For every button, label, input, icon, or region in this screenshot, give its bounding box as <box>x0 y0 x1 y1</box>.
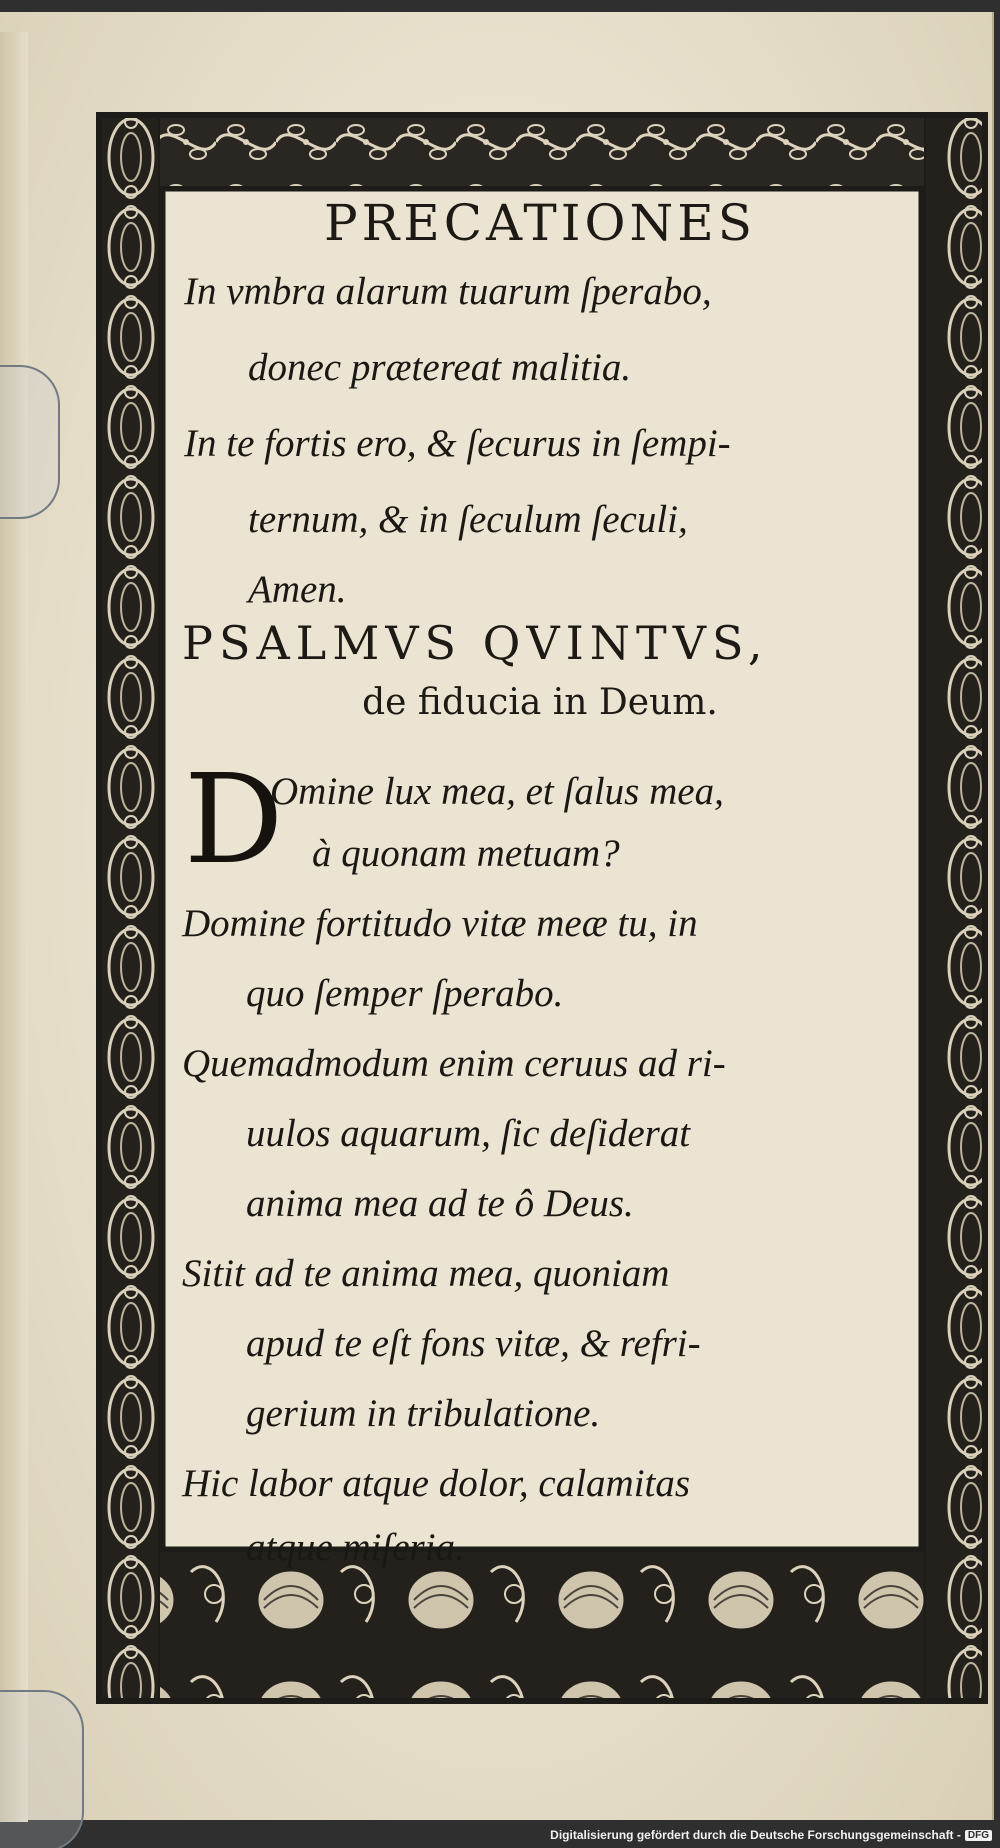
text-line: Amen. <box>248 568 347 611</box>
text-line: donec prætereat malitia. <box>248 346 632 389</box>
dfg-logo-icon: DFG <box>965 1830 992 1841</box>
text-line: In te fortis ero, & ſecurus in ſempi- <box>184 422 731 465</box>
text-line: gerium in tribulatione. <box>246 1392 601 1435</box>
text-line: à quonam metuam? <box>312 832 620 875</box>
credit-text: Digitalisierung gefördert durch die Deutsche Forschungsgemeinschaft - <box>550 1828 961 1842</box>
text-line: In vmbra alarum tuarum ſperabo, <box>184 270 712 313</box>
text-line: quo ſemper ſperabo. <box>246 972 564 1015</box>
drop-cap: D <box>184 748 284 892</box>
text-line: uulos aquarum, ſic deſiderat <box>246 1112 691 1155</box>
text-line: apud te eſt fons vitæ, & refri- <box>246 1322 701 1365</box>
text-line: Omine lux mea, et ſalus mea, <box>270 770 724 813</box>
text-line: Sitit ad te anima mea, quoniam <box>182 1252 670 1295</box>
page-clip-top <box>0 365 60 519</box>
text-line: Domine fortitudo vitæ meæ tu, in <box>182 902 698 945</box>
text-block <box>176 188 904 1569</box>
text-line: ternum, & in ſeculum ſeculi, <box>248 498 688 541</box>
text-line: Quemadmodum enim ceruus ad ri- <box>182 1042 726 1085</box>
digitization-credit <box>550 1828 992 1842</box>
text-line: atque miſeria. <box>246 1526 465 1569</box>
page-clip-bottom <box>0 1690 84 1848</box>
page-gutter-edge <box>0 32 28 1822</box>
book-page <box>0 12 994 1820</box>
psalm-subtitle: de fiducia in Deum. <box>362 682 718 723</box>
text-line: anima mea ad te ô Deus. <box>246 1182 634 1225</box>
text-line: Hic labor atque dolor, calamitas <box>182 1462 691 1505</box>
page-heading: PRECATIONES <box>323 194 756 252</box>
psalm-title: PSALMVS QVINTVS, <box>182 616 769 670</box>
